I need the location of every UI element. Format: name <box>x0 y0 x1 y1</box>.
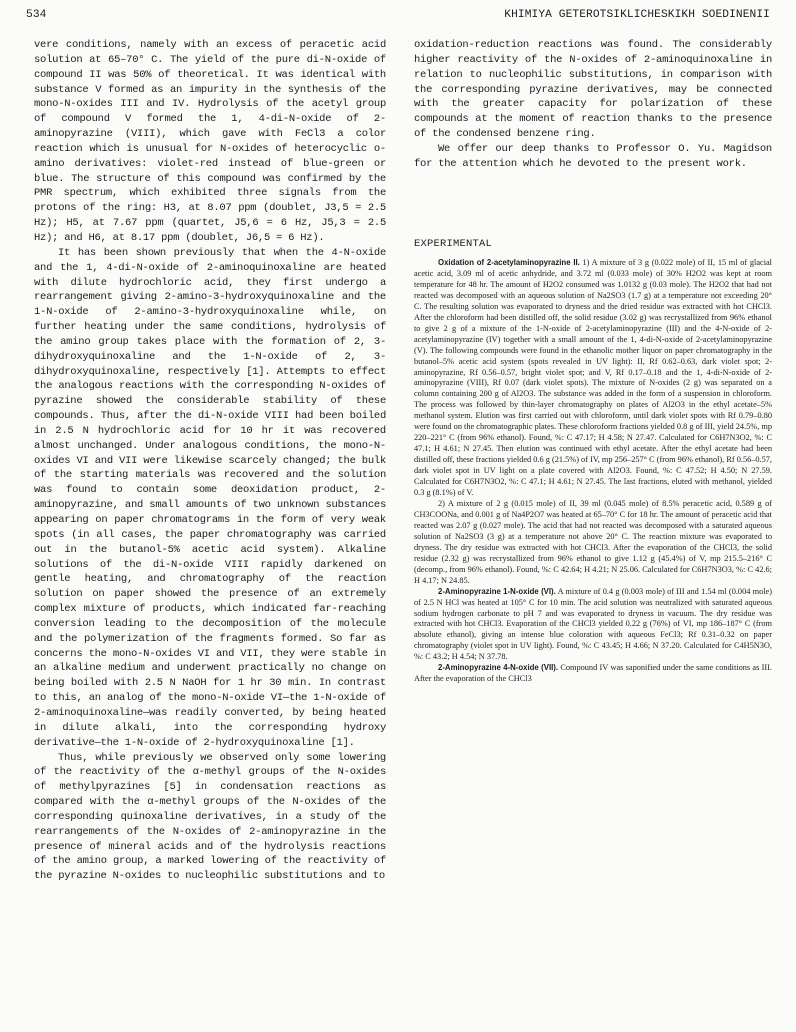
experimental-section <box>414 258 772 685</box>
experimental-paragraph <box>414 499 772 587</box>
experimental-text: A mixture of 0.4 g (0.003 mole) of III and 1.54 ml (0.004 mole) of 2.5 N HCl was heated at 105° C for 10 min. The acid solution was neutralized with saturated aqueous sodium hydrogen carbonate to pH 7 and was evaporated to dryness in vacuum. The dry residue was extracted with hot CHCl3. Evaporation of the CHCl3 yielded 0.22 g (76%) of VI, mp 186–187° C (from absolute ethanol), giving an intense blue coloration with aqueous FeCl3; Rf 0.31–0.32 on paper chromatography (violet spot in UV light). Found, %: C 43.45; H 4.66; N 37.20. Calculated for C4H5N3O, %: C 43.2; H 4.54; N 37.78. <box>414 586 772 662</box>
experimental-text: Compound IV was saponified under the same conditions as III. After the evaporation of the CHCl3 <box>414 663 772 684</box>
experimental-title: Oxidation of 2-acetylaminopyrazine II. <box>438 258 580 267</box>
experimental-paragraph <box>414 587 772 664</box>
right-column-top <box>414 38 772 172</box>
left-column <box>34 38 386 884</box>
experimental-title: 2-Aminopyrazine 4-N-oxide (VII). <box>438 663 559 673</box>
experimental-heading: EXPERIMENTAL <box>414 238 493 250</box>
page-number: 534 <box>26 9 47 21</box>
paragraph: vere conditions, namely with an excess of peracetic acid solution at 65–70° C. The yield of the pure di-N-oxide of compound II was 50% of theoretical. It was identical with substance V formed as an impurity in the synthesis of the mono-N-oxides III and IV. Hydrolysis of the acetyl group of compound V formed the 1, 4-di-N-oxide of 2-aminopyrazine (VIII), which gave with FeCl3 a color reaction which is unusual for N-oxides of heterocyclic o-amino derivatives: violet-red instead of blue-green or blue. The structure of this compound was confirmed by the PMR spectrum, which exhibited three signals from the protons of the ring: H3, at 8.07 ppm (doublet, J3,5 = 2.5 Hz); H5, at 7.67 ppm (quartet, J5,6 = 6 Hz, J5,3 = 2.5 Hz); and H6, at 8.17 ppm (doublet, J6,5 = 6 Hz). <box>34 39 386 244</box>
paragraph: We offer our deep thanks to Professor O. Yu. Magidson for the attention which he devoted to the present work. <box>414 142 772 170</box>
experimental-title: 2-Aminopyrazine 1-N-oxide (VI). <box>438 586 556 596</box>
paragraph: oxidation-reduction reactions was found. The considerably higher reactivity of the N-oxides of 2-aminoquinoxaline in relation to nucleophilic substitutions, in comparison with the corresponding pyrazine derivatives, may be connected with the greater capacity for polarization of these compounds at the moment of reaction thanks to the presence of the condensed benzene ring. <box>414 39 772 141</box>
paragraph: Thus, while previously we observed only some lowering of the reactivity of the α-methyl groups of the N-oxides of methylpyrazines [5] in condensation reactions as compared with the α-methyl groups of the N-oxides of the corresponding quinoxaline derivatives, in a study of the rearrangements of the N-oxides of 2-aminopyrazine in the presence of mineral acids and of the hydrolysis reactions of the amino group, a marked lowering of the reactivity of the pyrazine N-oxides to nucleophilic substitutions and to <box>34 751 386 883</box>
journal-title: KHIMIYA GETEROTSIKLICHESKIKH SOEDINENII <box>504 9 770 21</box>
experimental-text: 2) A mixture of 2 g (0.015 mole) of II, 39 ml (0.045 mole) of 8.5% peracetic acid, 0.589 g of CH3COONa, and 0.001 g of Na4P2O7 was heated at 65–70° C for 18 hr. The amount of peracetic acid that reacted was 2.07 g (0.027 mole). The acid that had not reacted was decomposed with a saturated aqueous solution of Na2SO3 (3 g) at a temperature not above 20° C. The reaction mixture was evaporated to dryness. The dry residue was extracted with hot CHCl3. After the evaporation of the CHCl3, the solid residue (2.32 g) was recrystallized from 96% ethanol to give 1.12 g (45.4%) of V, mp 215.5–216° C (decomp., from 96% ethanol). Found, %: C 42.64; H 4.21; N 25.06. Calculated for C6H7N3O3, %: C 42.6; H 4.17; N 24.85. <box>414 498 772 585</box>
experimental-text: 1) A mixture of 3 g (0.022 mole) of II, 15 ml of glacial acetic acid, 3.09 ml of acetic anhydride, and 3.72 ml (0.033 mole) of 30% H2O2 was kept at room temperature for 48 hr. The amount of H2O2 consumed was 1.0132 g (0.03 mole). The H2O2 that had not reacted was decomposed with an aqueous solution of Na2SO3 (1.7 g) at a temperature not exceeding 20° C. The resulting solution was evaporated to dryness and the dried residue was extracted with hot CHCl3. After the chloroform had been distilled off, the solid residue (3.02 g) was recrystallized from 96% ethanol to give 2 g of a mixture of the 1-N-oxide of 2-acetylaminopyrazine (III) and the 4-N-oxide of 2-acetylaminopyrazine (IV) together with a small amount of the 1, 4-di-N-oxide of 2-acetylaminopyrazine (V). The following compounds were found in the ethanolic mother liquor on paper chromatography in the butanol–5% acetic acid system (spots revealed in UV light): II, Rf 0.62–0.63, dark violet spot; 2-aminopyrazine, Rf 0.56–0.57, bright violet spot; and V, Rf 0.17–0.18 and the 1, 4-di-N-oxide of 2-aminopyrazine (VIII), Rf 0.07 (dark violet spots). The mixture of N-oxides (2 g) was separated on a column containing 200 g of Al2O3. The substance was added in the form of a suspension in chloroform. The process was followed by thin-layer chromatography on plates of Al2O3 in the ethyl acetate–5% methanol system. Elution was first carried out with chloroform, until dark violet spots with Rf 0.79–0.80 were found on the chromatographic plates. These chloroform fractions yielded 0.8 g of III, yield 24.5%, mp 220–221° C (from 96% ethanol). Found, %: C 47.17; H 4.58; N 27.47. Calculated for C6H7N3O2, %: C 47.1; H 4.61; N 27.45. Then elution was continued with ethyl acetate. After the ethyl acetate had been distilled off, these fractions yielded 0.6 g (21.5%) of IV, mp 256–257° C (from 96% ethanol), Rf 0.56–0.57, dark violet spot in UV light on a plate covered with Al2O3. Found, %: C 47.52; H 4.50; N 27.59. Calculated for C6H7N3O2, %: C 47.1; H 4.61; N 27.45. The last fractions, eluted with methanol, yielded 0.3 g (8.1%) of V. <box>414 258 772 498</box>
paragraph: It has been shown previously that when the 4-N-oxide and the 1, 4-di-N-oxide of 2-aminoquinoxaline are heated with dilute hydrochloric acid, they first undergo a rearrangement giving 2-amino-3-hydroxyquinoxaline and the 1-N-oxide of 2-amino-3-hydroxyquinoxaline while, on further heating under the same conditions, hydrolysis of the amino group takes place with the formation of 2, 3-dihydroxyquinoxaline and the 1-N-oxide of 2, 3-dihydroxyquinoxaline, respectively [1]. Attempts to effect the analogous reactions with the corresponding N-oxides of pyrazine showed the considerable stability of these compounds. Thus, after the di-N-oxide VIII had been boiled in 2.5 N hydrochloric acid for 10 hr it was recovered almost unchanged. Under analogous conditions, the mono-N-oxides VI and VII were likewise scarcely changed; the bulk of the starting materials was recovered and the solution was found to contain some deoxidation product, 2-aminopyrazine, and small amounts of two unknown substances appearing on paper chromatograms in the form of very weak spots (in all cases, the paper chromatography was carried out in the butanol-5% acetic acid system). Alkaline solutions of the di-N-oxide VIII rapidly darkened on gentle heating, and chromatography of the reaction solution on paper showed the presence of an extremely complex mixture of products, which indicated far-reaching conversion leading to the decomposition of the molecule and the polymerization of the fragments formed. So far as concerns the mono-N-oxides VI and VII, they were stable in an alkaline medium and underwent practically no change on being boiled with 2.5 N NaOH for 1 hr 30 min. In contrast to this, an analog of the mono-N-oxide VI—the 1-N-oxide of 2-aminoquinoxaline—was readily converted, by being heated in dilute alkali, into the corresponding hydroxy derivative—the 1-N-oxide of 2-hydroxyquinoxaline [1]. <box>34 246 386 749</box>
experimental-paragraph <box>414 258 772 499</box>
experimental-paragraph <box>414 663 772 685</box>
page-header <box>26 9 770 27</box>
